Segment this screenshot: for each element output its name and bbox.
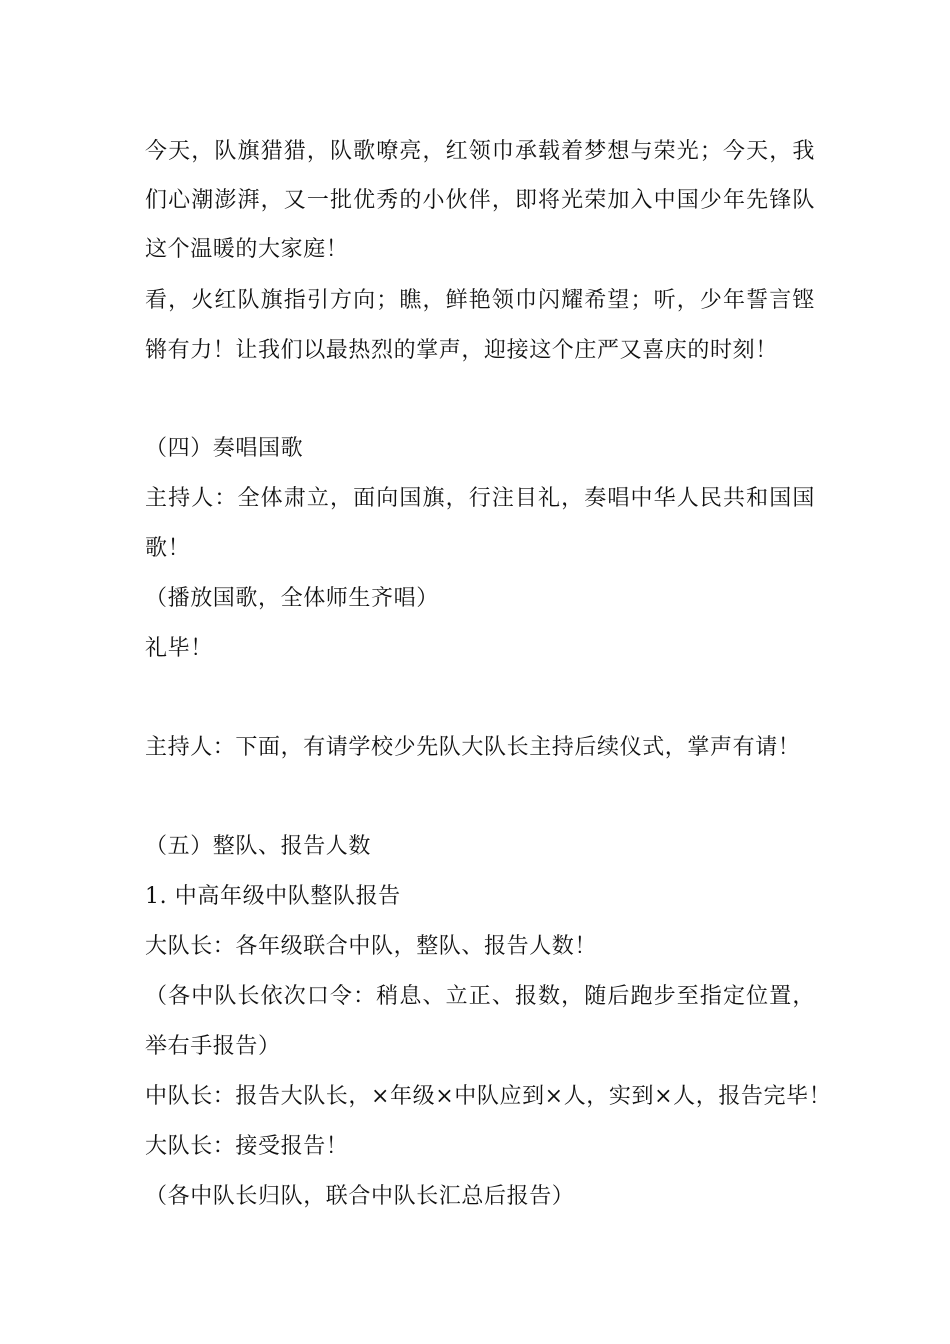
- paragraph-line: 看，火红队旗指引方向；瞧，鲜艳领巾闪耀希望；听，少年誓言铿: [145, 288, 815, 313]
- paragraph-line: 主持人：下面，有请学校少先队大队长主持后续仪式，掌声有请！: [145, 735, 801, 760]
- paragraph-line: 锵有力！让我们以最热烈的掌声，迎接这个庄严又喜庆的时刻！: [145, 338, 778, 363]
- paragraph-line: 主持人：全体肃立，面向国旗，行注目礼，奏唱中华人民共和国国: [145, 486, 815, 511]
- paragraph-line: 歌！: [145, 536, 191, 561]
- paragraph-line: 礼毕！: [145, 636, 213, 661]
- section-heading: （五）整队、报告人数: [145, 834, 372, 859]
- paragraph-line: 中队长：报告大队长，×年级×中队应到×人，实到×人，报告完毕！: [145, 1084, 832, 1109]
- paragraph-line: 大队长：各年级联合中队，整队、报告人数！: [145, 934, 598, 959]
- paragraph-line: （各中队长依次口令：稍息、立正、报数，随后跑步至指定位置，: [145, 984, 815, 1009]
- paragraph-line: 大队长：接受报告！: [145, 1134, 349, 1159]
- paragraph-line: 举右手报告）: [145, 1034, 281, 1059]
- paragraph-line: 们心潮澎湃，又一批优秀的小伙伴，即将光荣加入中国少年先锋队: [145, 188, 815, 213]
- paragraph-line: （播放国歌，全体师生齐唱）: [145, 586, 439, 611]
- paragraph-line: 这个温暖的大家庭！: [145, 237, 349, 262]
- paragraph-line: （各中队长归队，联合中队长汇总后报告）: [145, 1184, 575, 1209]
- section-heading: （四）奏唱国歌: [145, 436, 304, 461]
- paragraph-line: 今天，队旗猎猎，队歌嘹亮，红领巾承载着梦想与荣光；今天，我: [145, 139, 815, 164]
- subsection-heading: 1. 中高年级中队整队报告: [145, 884, 401, 909]
